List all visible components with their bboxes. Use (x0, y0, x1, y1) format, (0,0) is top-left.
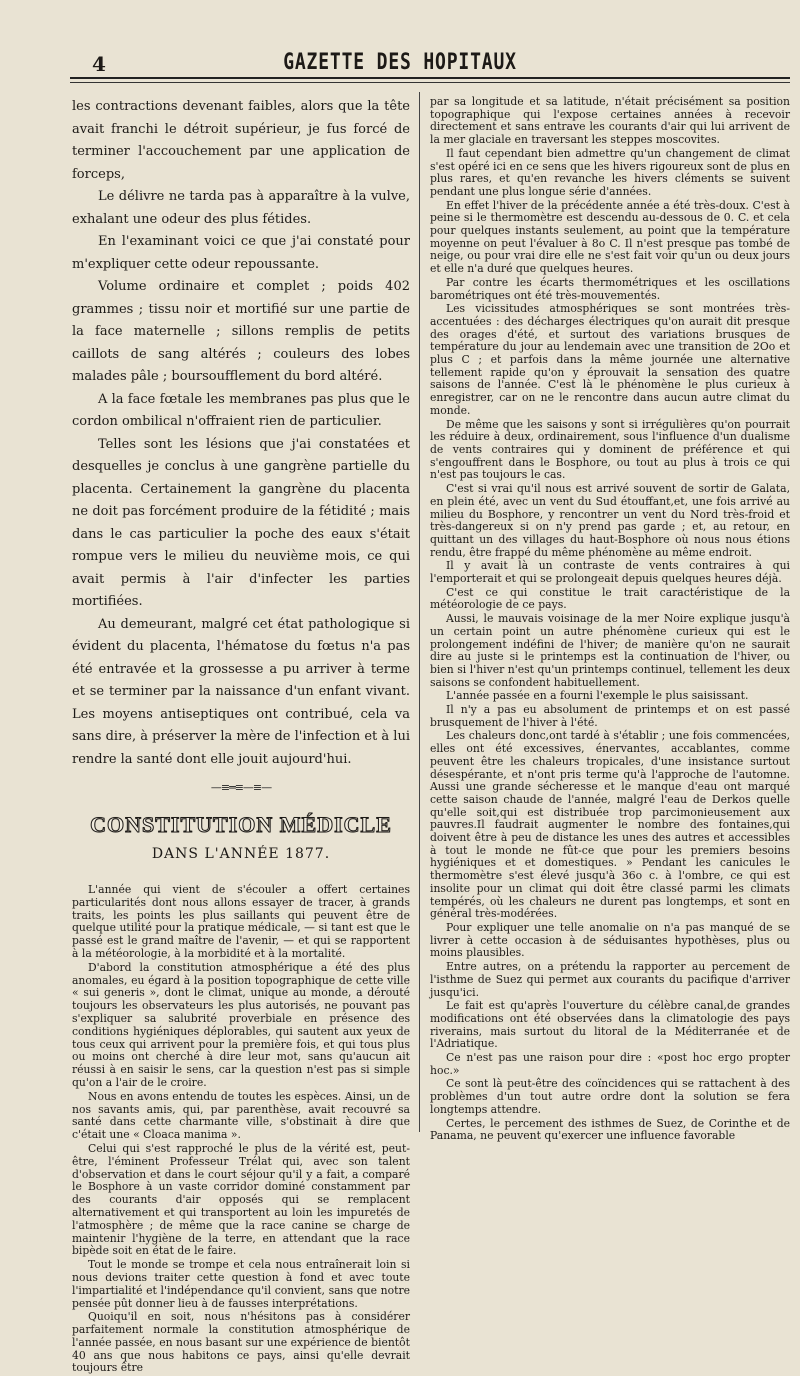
header-rule-thin (70, 82, 790, 83)
paragraph: En l'examinant voici ce que j'ai constaté pour m'expliquer cette odeur repoussante. (72, 234, 410, 272)
paragraph: L'année qui vient de s'écouler a offert certaines particularités dont nous allons essayer de tracer, à grands traits, les points les plus saillants qui peuvent être de quelque utilité pour la pratique médicale, — si tant est que le passé est le grand maître de l'avenir, — et qui se rapportent à la météorologie, à la morbidité et à la mortalité. (72, 883, 410, 960)
paragraph: Pour expliquer une telle anomalie on n'a pas manqué de se livrer à cette occasion à de séduisantes hypothèses, plus ou moins plausibles. (430, 921, 790, 960)
section-subtitle: DANS L'ANNÉE 1877. (151, 846, 331, 862)
paragraph: En effet l'hiver de la précédente année a été très-doux. C'est à peine si le thermomètre est descendu au-dessous de 0. C. et cela pour quelques instants seulement, au point que la température moyenne on peut l'évaluer à 8o C. Il n'est presque pas tombé de neige, ou pour vrai dire elle ne s'est fait voir qu'un ou deux jours et elle n'a duré que quelques heures. (430, 198, 790, 276)
paragraph: Par contre les écarts thermométriques et les oscillations barométriques ont été très-mouvementés. (430, 275, 790, 302)
paragraph: Entre autres, on a prétendu la rapporter au percement de l'isthme de Suez qui permet aux courants du pacifique d'arriver jusqu'ici. (430, 960, 790, 999)
paragraph: Il faut cependant bien admettre qu'un changement de climat s'est opéré ici en ce sens que les hivers rigoureux sont de plus en plus rares, et qu'en revanche les hivers cléments se suivent pendant une plus longue série d'années. (430, 146, 790, 198)
paragraph: A la face fœtale les membranes pas plus que le cordon ombilical n'offraient rien de particulier. (72, 391, 410, 429)
paragraph: De même que les saisons y sont si irrégulières qu'on pourrait les réduire à deux, ordinairement, sous l'influence d'un dualisme de vents contraires qui y dominent de préférence et qui s'engouffrent dans le Bosphore, ou tout au plus à trois ce qui n'est pas toujours le cas. (430, 417, 790, 482)
paragraph: Certes, le percement des isthmes de Suez, de Corinthe et de Panama, ne peuvent qu'exercer une influence favorable (430, 1116, 790, 1143)
case-report-text (72, 96, 410, 771)
paragraph: Nous en avons entendu de toutes les espèces. Ainsi, un de nos savants amis, qui, par parenthèse, avait recouvré sa santé dans cette charmante ville, s'obstinait à dire que c'était une « Cloaca manima ». (72, 1089, 410, 1142)
left-column (72, 96, 410, 1376)
paragraph: Les vicissitudes atmosphériques se sont montrées très-accentuées : des décharges électriques qu'on aurait dit presque des orages d'été, et surtout des variations brusques de température du jour au lendemain avec une transition de 2Oo et plus C ; et parfois dans la même journée une alternative tellement rapide qu'on y éprouvait la sensation des quatre saisons de l'année. C'est là le phénomène le plus curieux à enregistrer, car on ne le rencontre dans aucun autre climat du monde. (430, 302, 790, 417)
paragraph: Tout le monde se trompe et cela nous entraînerait loin si nous devions traiter cette question à fond et avec toute l'impartialité et l'indépendance qu'il convient, sans que notre pensée pût donner lieu à de fausses interprétations. (72, 1258, 410, 1310)
column-divider (419, 92, 420, 1132)
paragraph: C'est ce qui constitue le trait caractéristique de la météorologie de ce pays. (430, 585, 790, 612)
article-continuation (430, 96, 790, 1143)
paragraph: par sa longitude et sa latitude, n'était précisément sa position topographique qui l'expose certaines années à recevoir directement et sans entrave les courants d'air qui lui arrivent de la mer glaciale en traversant les steppes moscovites. (430, 95, 790, 147)
paragraph: Celui qui s'est rapproché le plus de la vérité est, peut-être, l'éminent Professeur Trélat qui, avec son talent d'observation et dans le court séjour qu'il y a fait, a comparé le Bosphore à un vaste corridor dominé constamment par des courants d'air opposés qui se remplacent alternativement et qui transportent au loin les impuretés de l'atmosphère ; de même que la race canine se charge de maintenir l'hygiène de la terre, en attendant que la race bipède soit en état de le faire. (72, 1141, 410, 1258)
paragraph: Le délivre ne tarda pas à apparaître à la vulve, exhalant une odeur des plus fétides. (72, 189, 410, 227)
section-title: CONSTITUTION MÉDICLE (90, 812, 392, 837)
paragraph: les contractions devenant faibles, alors que la tête avait franchi le détroit supérieur, je fus forcé de terminer l'accouchement par une application de forceps, (72, 99, 410, 182)
paragraph: Au demeurant, malgré cet état pathologique si évident du placenta, l'hématose du fœtus n'a pas été entravée et la grossesse a pu arriver à terme et se terminer par la naissance d'un enfant vivant. Les moyens antiseptiques ont contribué, cela va sans dire, à préserver la mère de l'infection et à lui rendre la santé dont elle jouit aujourd'hui. (72, 616, 410, 767)
right-column (430, 96, 790, 1144)
paragraph: Ce n'est pas une raison pour dire : «post hoc ergo propter hoc.» (430, 1051, 790, 1077)
paragraph: Les chaleurs donc,ont tardé à s'établir ; une fois commencées, elles ont été excessives, énervantes, accablantes, comme peuvent être les chaleurs tropicales, d'une insistance surtout désespérante, et n'ont pris terme qu'à l'approche de l'automne. Aussi une grande sécheresse et le manque d'eau ont marqué cette saison chaude de l'année, malgré l'eau de Derkos quelle qu'elle soit,qui est distribuée trop parcimonieusement aux pauvres.Il faudrait augmenter le nombre des fontaines,qui doivent être à peu de distance les unes des autres et accessibles à tout le monde ne fût-ce que pour les premiers besoins hygiéniques et et domestiques. » Pendant les canicules le thermomètre s'est élevé jusqu'à 36o c. à l'ombre, ce qui est insolite pour un climat qui doit être classé parmi les climats tempérés, où les chaleurs ne durent pas longtemps, et sont en général très-modérées. (430, 729, 790, 921)
paragraph: C'est si vrai qu'il nous est arrivé souvent de sortir de Galata, en plein été, avec un vent du Sud étouffant,et, une fois arrivé au milieu du Bosphore, y rencontrer un vent du Nord très-froid et très-dangereux si on n'y prend pas garde ; et, au retour, en quittant un des villages du haut-Bosphore où nous nous étions rendu, être frappé du même phénomène au même endroit. (430, 482, 790, 559)
paragraph: L'année passée en a fourni l'exemple le plus saisissant. (446, 689, 749, 703)
paragraph: Ce sont là peut-être des coïncidences qui se rattachent à des problèmes d'un tout autre ordre dont la solution se fera longtemps attendre. (430, 1077, 790, 1116)
paragraph: Le fait est qu'après l'ouverture du célèbre canal,de grandes modifications ont été observées dans la climatologie des pays riverains, mais surtout du litoral de la Méditerranée et de l'Adriatique. (430, 999, 790, 1051)
article-text (72, 884, 410, 1375)
paragraph: Aussi, le mauvais voisinage de la mer Noire explique jusqu'à un certain point un autre phénomène curieux qui est le prolongement indéfini de l'hiver; de manière qu'on ne saurait dire au juste si le printemps est la continuation de l'hiver, ou bien si l'hiver n'est qu'un printemps continuel, tellement les deux saisons se confondent habituellement. (430, 612, 790, 689)
running-head: GAZETTE DES HOPITAUX (283, 50, 517, 75)
paragraph: Quoiqu'il en soit, nous n'hésitons pas à considérer parfaitement normale la constitution atmosphérique de l'année passée, en nous basant sur une expérience de bientôt 40 ans que nous habitons ce pays, ainsi qu'elle devrait toujours être (72, 1310, 410, 1375)
header-rule (70, 77, 790, 79)
page-number: 4 (92, 52, 106, 76)
paragraph: D'abord la constitution atmosphérique a été des plus anomales, eu égard à la position topographique de cette ville « sui generis », dont le climat, unique au monde, a dérouté toujours les observateurs les plus autorisés, ne pouvant pas s'expliquer sa salubrité proverbiale en présence des conditions hygiéniques déplorables, qui sautent aux yeux de tous ceux qui arrivent pour la première fois, et qui tous plus ou moins ont cherché à dire leur mot, sans qu'aucun ait réussi à en saisir le sens, car la question n'est pas si simple qu'on a l'air de le croire. (72, 960, 410, 1089)
paragraph: Volume ordinaire et complet ; poids 402 grammes ; tissu noir et mortifié sur une partie de la face maternelle ; sillons remplis de petits caillots de sang altérés ; couleurs des lobes malades pâle ; boursoufflement du bord altéré. (72, 279, 410, 384)
section-ornament: —≡═≡—≡— (210, 781, 272, 794)
paragraph: Il n'y a pas eu absolument de printemps et on est passé brusquement de l'hiver à l'été. (430, 703, 790, 729)
paragraph: Il y avait là un contraste de vents contraires à qui l'emporterait et qui se prolongeait depuis quelques heures déjà. (430, 559, 790, 586)
paragraph: Telles sont les lésions que j'ai constatées et desquelles je conclus à une gangrène partielle du placenta. Certainement la gangrène du placenta ne doit pas forcément produire de la fétidité ; mais dans le cas particulier la poche des eaux s'était rompue vers le milieu du neuvième mois, ce qui avait permis à l'air d'infecter les parties mortifiées. (72, 436, 410, 609)
